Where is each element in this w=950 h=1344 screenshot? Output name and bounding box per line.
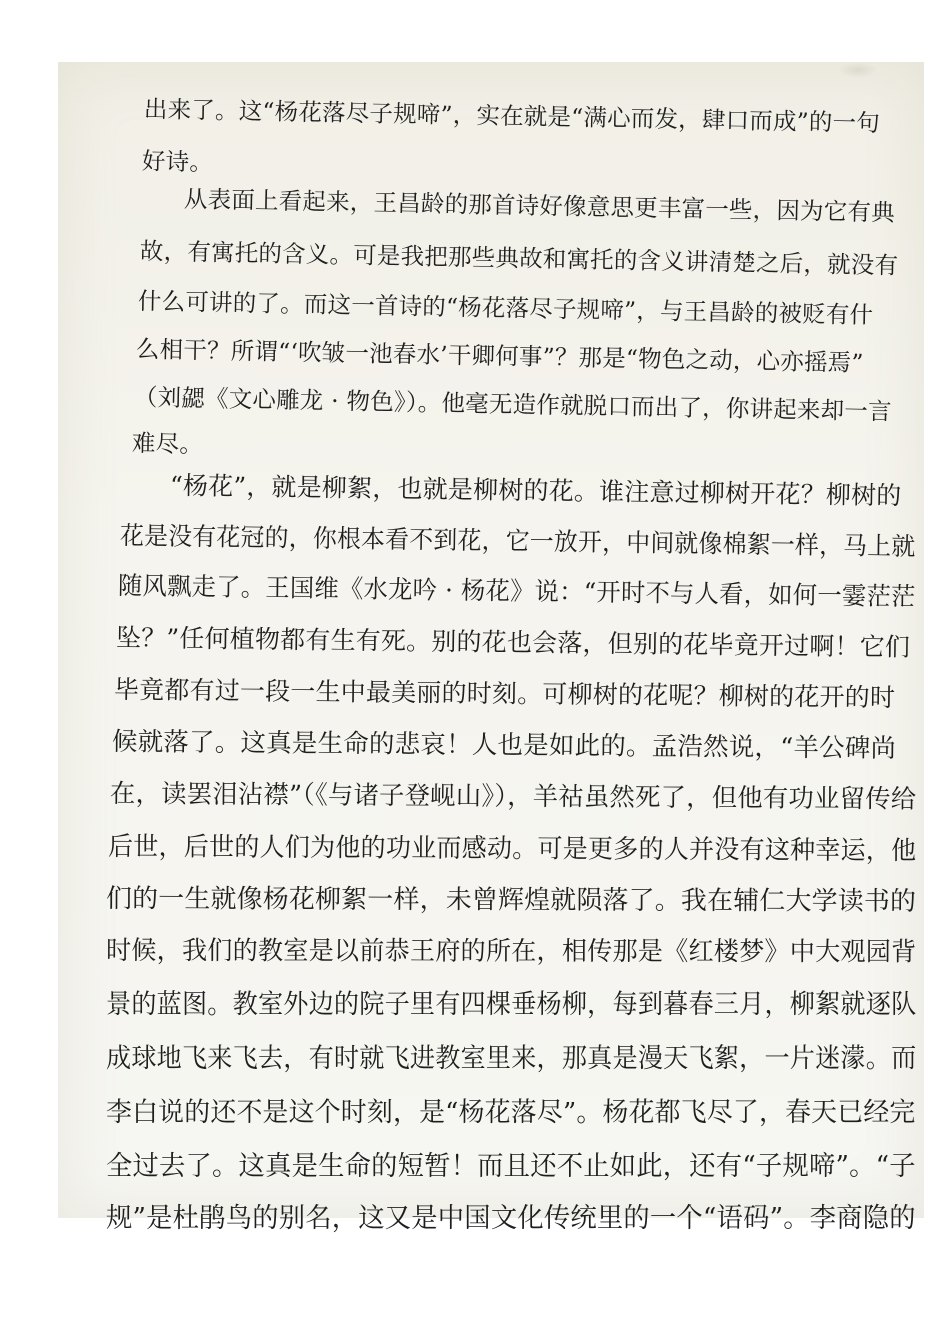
- text-line: 从表面上看起来，王昌龄的那首诗好像意思更丰富一些，因为它有典: [183, 185, 896, 227]
- text-line: 出来了。这“杨花落尽子规啼”，实在就是“满心而发，肆口而成”的一句: [143, 95, 881, 138]
- text-line: 景的蓝图。教室外边的院子里有四棵垂杨柳，每到暮春三月，柳絮就逐队: [106, 989, 917, 1020]
- text-line: 成球地飞来飞去，有时就飞进教室里来，那真是漫天飞絮，一片迷濛。而: [106, 1043, 917, 1074]
- text-line: 规”是杜鹃鸟的别名，这又是中国文化传统里的一个“语码”。李商隐的: [106, 1203, 916, 1234]
- text-line: 李白说的还不是这个时刻，是“杨花落尽”。杨花都飞尽了，春天已经完: [106, 1097, 916, 1128]
- text-line: 后世，后世的人们为他的功业而感动。可是更多的人并没有这种幸运，他: [107, 832, 917, 867]
- text-line: （刘勰《文心雕龙 · 物色》）。他毫无造作就脱口而出了，你讲起来却一言: [133, 383, 893, 426]
- text-line: 随风飘走了。王国维《水龙吟 · 杨花》说：“开时不与人看，如何一霎茫茫: [117, 571, 916, 612]
- text-line: 在，读罢泪沾襟”（《与诸子登岘山》），羊祜虽然死了，但他有功业留传给: [109, 779, 917, 815]
- text-line: 难尽。: [131, 429, 204, 459]
- text-line: 时候，我们的教室是以前恭王府的所在，相传那是《红楼梦》中大观园背: [105, 936, 917, 968]
- text-line: 好诗。: [141, 147, 214, 177]
- text-line: 全过去了。这真是生命的短暂！而且还不止如此，还有“子规啼”。“子: [106, 1151, 916, 1182]
- page-corner-mark: [838, 62, 878, 78]
- text-line: 么相干？所谓“‘吹皱一池春水’干卿何事”？那是“物色之动，心亦摇焉”: [135, 335, 864, 377]
- text-line: 们的一生就像杨花柳絮一样，未曾辉煌就陨落了。我在辅仁大学读书的: [105, 884, 917, 917]
- text-line: “杨花”，就是柳絮，也就是柳树的花。谁注意过柳树开花？柳树的: [169, 471, 902, 511]
- text-line: 坠？”任何植物都有生有死。别的花也会落，但别的花毕竟开过啊！它们: [115, 623, 911, 662]
- text-line: 什么可讲的了。而这一首诗的“杨花落尽子规啼”，与王昌龄的被贬有什: [137, 287, 874, 330]
- text-line: 毕竟都有过一段一生中最美丽的时刻。可柳树的花呢？柳树的花开的时: [113, 675, 896, 713]
- text-line: 候就落了。这真是生命的悲哀！人也是如此的。孟浩然说，“羊公碑尚: [111, 727, 897, 764]
- text-line: 故，有寓托的含义。可是我把那些典故和寓托的含义讲清楚之后，就没有: [139, 237, 899, 280]
- book-page: [58, 62, 924, 1234]
- text-line: 花是没有花冠的，你根本看不到花，它一放开，中间就像棉絮一样，马上就: [119, 521, 916, 562]
